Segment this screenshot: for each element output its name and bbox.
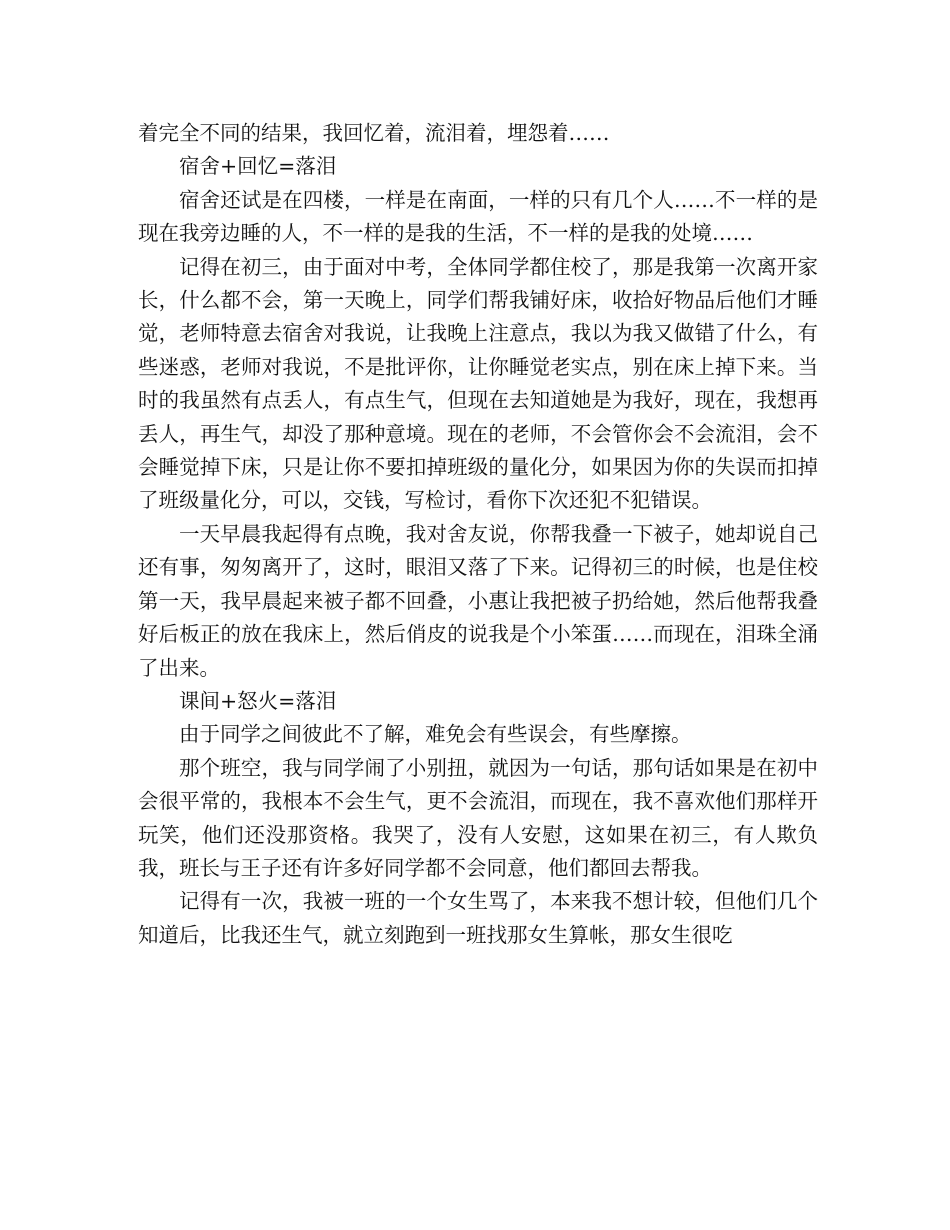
paragraph-dormitory-intro: 宿舍还试是在四楼，一样是在南面，一样的只有几个人……不一样的是现在我旁边睡的人，不一样的是我的生活，不一样的是我的处境…… bbox=[138, 187, 818, 246]
section-heading-dormitory: 宿舍+回忆=落泪 bbox=[179, 154, 337, 179]
paragraph-morning-quilt: 一天早晨我起得有点晚，我对舍友说，你帮我叠一下被子，她却说自己还有事，匆匆离开了，这时，眼泪又落了下来。记得初三的时候，也是住校第一天，我早晨起来被子都不回叠，小惠让我把被子扔给她，然后他帮我叠好后板正的放在我床上，然后俏皮的说我是个小笨蛋……而现在，泪珠全涌了出来。 bbox=[138, 521, 818, 680]
paragraph-scolded-memory: 记得有一次，我被一班的一个女生骂了，本来我不想计较，但他们几个知道后，比我还生气，就立刻跑到一班找那女生算帐，那女生很吃 bbox=[138, 889, 818, 947]
paragraph-junior-three-memory: 记得在初三，由于面对中考，全体同学都住校了，那是我第一次离开家长，什么都不会，第一天晚上，同学们帮我铺好床，收拾好物品后他们才睡觉，老师特意去宿舍对我说，让我晚上注意点，我以为我又做错了什么，有些迷惑，老师对我说，不是批评你，让你睡觉老实点，别在床上掉下来。当时的我虽然有点丢人，有点生气，但现在去知道她是为我好，现在，我想再丢人，再生气，却没了那种意境。现在的老师，不会管你会不会流泪，会不会睡觉掉下床，只是让你不要扣掉班级的量化分，如果因为你的失误而扣掉了班级量化分，可以，交钱，写检讨，看你下次还犯不犯错误。 bbox=[138, 254, 818, 513]
paragraph-continuation: 着完全不同的结果，我回忆着，流泪着，埋怨着…… bbox=[138, 121, 610, 145]
section-heading-break-anger: 课间+怒火=落泪 bbox=[179, 688, 337, 713]
paragraph-class-quarrel: 那个班空，我与同学闹了小别扭，就因为一句话，那句话如果是在初中会很平常的，我根本不会生气，更不会流泪，而现在，我不喜欢他们那样开玩笑，他们还没那资格。我哭了，没有人安慰，这如果在初三，有人欺负我，班长与王子还有许多好同学都不会同意，他们都回去帮我。 bbox=[138, 755, 818, 880]
document-page bbox=[138, 117, 818, 952]
paragraph-misunderstanding: 由于同学之间彼此不了解，难免会有些误会，有些摩擦。 bbox=[179, 722, 692, 747]
